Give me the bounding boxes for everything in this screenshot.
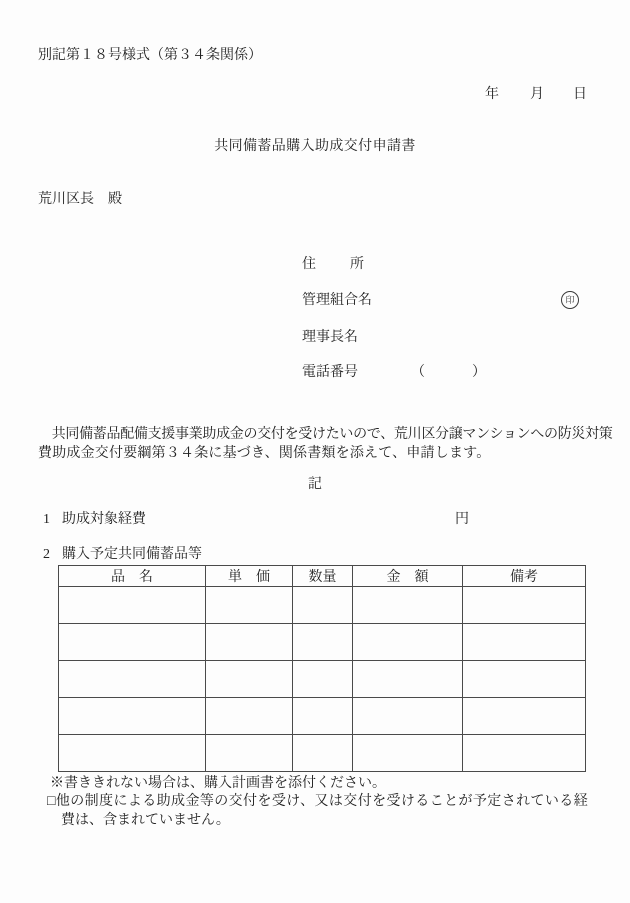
table-cell [206,587,293,624]
chairperson-label: 理事長名 [302,330,358,345]
table-cell [293,735,353,772]
seal-mark-icon: 印 [561,291,579,309]
table-cell [59,698,206,735]
table-header-remarks: 備考 [463,566,586,587]
table-cell [59,587,206,624]
table-cell [353,735,463,772]
phone-paren-open: （ [411,365,425,380]
table-cell [353,624,463,661]
table-header-unit-price: 単 価 [206,566,293,587]
item-1-label: 助成対象経費 [62,512,146,527]
table-cell [206,698,293,735]
table-cell [206,661,293,698]
table-cell [206,624,293,661]
item-2-label: 購入予定共同備蓄品等 [62,547,202,562]
phone-paren-close: ） [472,365,486,380]
table-cell [353,661,463,698]
date-year-label: 年 [485,87,499,102]
table-cell [206,735,293,772]
table-cell [463,698,586,735]
phone-label: 電話番号 [302,365,358,380]
table-cell [463,735,586,772]
table-cell [293,698,353,735]
footnote-checkbox-line-1: □他の制度による助成金等の交付を受け、又は交付を受けることが予定されている経 [47,794,589,809]
table-cell [293,587,353,624]
table-cell [59,735,206,772]
table-row [59,698,586,735]
item-1-unit-yen: 円 [455,512,469,527]
table-header-row [59,566,586,587]
table-cell [293,624,353,661]
item-2-number: 2 [43,547,50,562]
date-month-label: 月 [530,87,544,102]
table-cell [59,624,206,661]
table-cell [293,661,353,698]
table-row [59,735,586,772]
table-cell [463,661,586,698]
table-header-quantity: 数量 [293,566,353,587]
stockpile-items-table [58,565,586,772]
table-row [59,661,586,698]
document-title: 共同備蓄品購入助成交付申請書 [214,139,416,154]
item-1-number: 1 [43,512,50,527]
date-day-label: 日 [573,87,587,102]
table-cell [463,587,586,624]
org-name-label: 管理組合名 [302,293,372,308]
table-row [59,587,586,624]
table-header-item-name: 品 名 [59,566,206,587]
table-cell [353,587,463,624]
address-label: 住 所 [302,257,366,272]
table-cell [353,698,463,735]
body-line-1: 共同備蓄品配備支援事業助成金の交付を受けたいので、荒川区分譲マンションへの防災対策 [38,427,613,442]
recipient-line: 荒川区長 殿 [38,192,122,207]
form-number: 別記第１８号様式（第３４条関係） [38,48,262,63]
table-row [59,624,586,661]
footnote-checkbox-line-2: 費は、含まれていません。 [61,813,230,828]
ki-marker: 記 [308,477,322,492]
body-line-2: 費助成金交付要綱第３４条に基づき、関係書類を添えて、申請します。 [38,446,491,461]
footnote-asterisk: ※書ききれない場合は、購入計画書を添付ください。 [50,776,386,791]
table-header-amount: 金 額 [353,566,463,587]
table-cell [463,624,586,661]
table-cell [59,661,206,698]
